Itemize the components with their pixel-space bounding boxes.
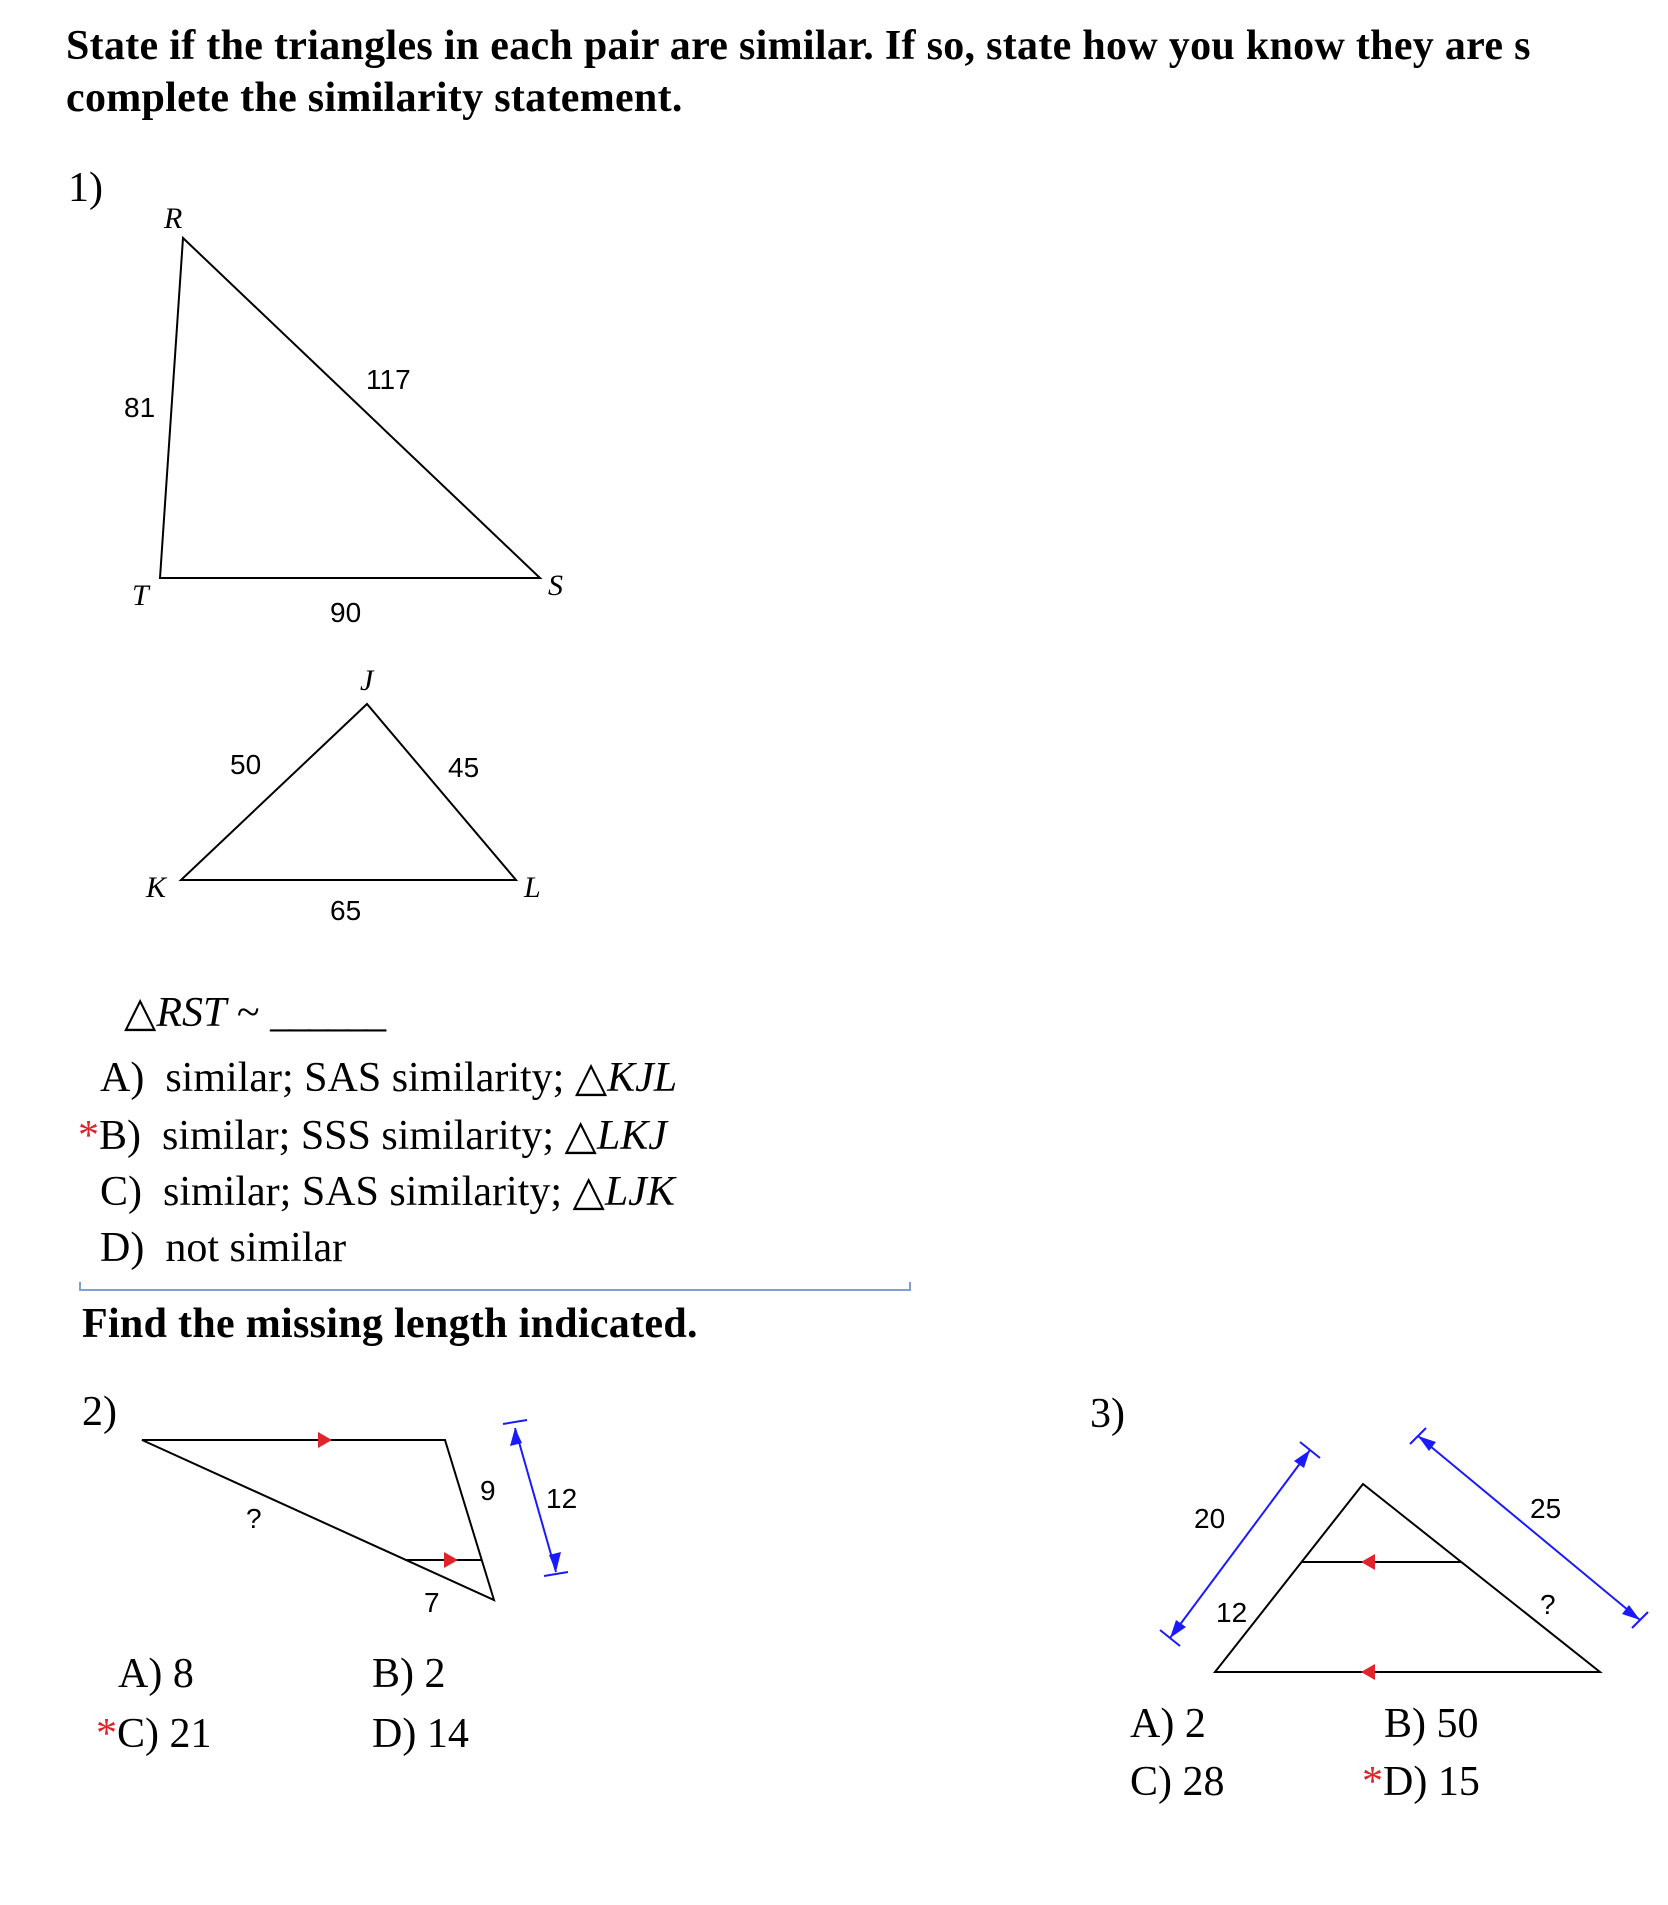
statement-blank: ______ xyxy=(270,990,385,1036)
choice-value: 2 xyxy=(424,1651,446,1697)
q2-choice-d[interactable] xyxy=(372,1710,469,1758)
q3-parallel-arrow-top xyxy=(1361,1554,1375,1570)
choice-triangle: LJK xyxy=(604,1169,675,1215)
q3-parallel-arrow-bottom xyxy=(1361,1664,1375,1680)
q2-dimension-arrow-bottom xyxy=(549,1552,561,1572)
choice-letter: C) xyxy=(117,1711,159,1757)
correct-answer-marker: * xyxy=(96,1711,117,1757)
q2-choice-a[interactable] xyxy=(118,1650,194,1698)
choice-value: 14 xyxy=(426,1711,469,1757)
side-rt-label: 81 xyxy=(124,392,156,423)
q2-triangle xyxy=(142,1440,494,1600)
q2-bottom-label: 7 xyxy=(424,1587,440,1618)
choice-value: 15 xyxy=(1437,1759,1480,1805)
q3-right-full-label: 25 xyxy=(1530,1493,1562,1524)
q3-left-arrow-top xyxy=(1294,1450,1310,1468)
choice-letter: A) xyxy=(100,1055,145,1101)
choice-value: 8 xyxy=(172,1651,194,1697)
q3-choice-c[interactable] xyxy=(1130,1758,1225,1806)
side-jl-label: 45 xyxy=(448,752,480,783)
choice-text: similar; SAS similarity; △ xyxy=(165,1055,608,1101)
q3-right-dimension-line xyxy=(1418,1436,1640,1620)
choice-text: not similar xyxy=(165,1225,347,1271)
q3-choice-a[interactable] xyxy=(1130,1700,1206,1748)
choice-triangle: LKJ xyxy=(596,1113,667,1159)
choice-letter: C) xyxy=(1130,1759,1172,1805)
side-kj-label: 50 xyxy=(230,749,262,780)
q3-right-part-label: ? xyxy=(1540,1589,1556,1620)
triangle-rst xyxy=(160,238,540,578)
correct-answer-marker: * xyxy=(78,1113,99,1159)
correct-answer-marker: * xyxy=(1362,1759,1383,1805)
q2-choice-b[interactable] xyxy=(372,1650,446,1698)
q1-choice-d[interactable] xyxy=(100,1224,346,1272)
choice-value: 50 xyxy=(1436,1701,1479,1747)
choice-triangle: KJL xyxy=(607,1055,678,1101)
choice-letter: A) xyxy=(118,1651,163,1697)
choice-letter: D) xyxy=(372,1711,417,1757)
choice-letter: B) xyxy=(1384,1701,1426,1747)
statement-triangle-name: RST xyxy=(156,990,227,1036)
vertex-k: K xyxy=(146,871,167,904)
q3-left-part-label: 12 xyxy=(1216,1597,1248,1628)
triangle-symbol: △ xyxy=(124,990,157,1036)
q2-measure-label: 12 xyxy=(546,1483,578,1514)
choice-letter: B) xyxy=(372,1651,414,1697)
q2-parallel-arrow-bottom xyxy=(444,1552,458,1568)
vertex-s: S xyxy=(548,569,563,602)
choice-value: 2 xyxy=(1184,1701,1206,1747)
q3-choice-d[interactable] xyxy=(1362,1758,1480,1806)
section-divider xyxy=(80,1282,910,1290)
side-ts-label: 90 xyxy=(330,597,362,628)
section-2-instruction: Find the missing length indicated. xyxy=(82,1301,698,1347)
question-2-number: 2) xyxy=(82,1389,117,1435)
choice-letter: C) xyxy=(100,1169,142,1215)
q2-parallel-arrow-top xyxy=(318,1432,332,1448)
question-1-number: 1) xyxy=(68,165,103,211)
vertex-t: T xyxy=(132,579,149,612)
q3-left-full-label: 20 xyxy=(1194,1503,1226,1534)
q3-left-arrow-bottom xyxy=(1170,1620,1186,1638)
similar-tilde: ~ xyxy=(236,990,260,1036)
choice-letter: A) xyxy=(1130,1701,1175,1747)
q1-choice-c[interactable] xyxy=(100,1166,675,1216)
vertex-j: J xyxy=(360,664,374,697)
choice-text: similar; SSS similarity; △ xyxy=(162,1113,597,1159)
instruction-line-2: complete the similarity statement. xyxy=(66,75,683,121)
q1-choice-b[interactable] xyxy=(78,1110,667,1160)
q2-choice-c[interactable] xyxy=(96,1710,212,1758)
instruction-line-1: State if the triangles in each pair are similar. If so, state how you know they are s xyxy=(66,23,1531,69)
triangle-jkl xyxy=(181,704,516,880)
side-kl-label: 65 xyxy=(330,895,362,926)
choice-value: 28 xyxy=(1182,1759,1225,1805)
q2-dimension-arrow-top xyxy=(510,1428,522,1446)
q3-choice-b[interactable] xyxy=(1384,1700,1479,1748)
question-3-number: 3) xyxy=(1090,1391,1125,1437)
side-rs-label: 117 xyxy=(366,364,411,395)
vertex-r: R xyxy=(164,202,183,235)
vertex-l: L xyxy=(524,871,541,904)
choice-text: similar; SAS similarity; △ xyxy=(163,1169,605,1215)
choice-letter: D) xyxy=(1383,1759,1428,1805)
choice-letter: B) xyxy=(99,1113,141,1159)
q2-hyp-label: ? xyxy=(246,1503,262,1534)
q1-choice-a[interactable] xyxy=(100,1052,677,1102)
q2-dimension-tick-top xyxy=(503,1420,527,1424)
q2-dimension-tick-bottom xyxy=(544,1572,568,1576)
q2-right-short-label: 9 xyxy=(480,1475,496,1506)
similarity-statement xyxy=(124,987,384,1037)
choice-letter: D) xyxy=(100,1225,145,1271)
choice-value: 21 xyxy=(169,1711,212,1757)
